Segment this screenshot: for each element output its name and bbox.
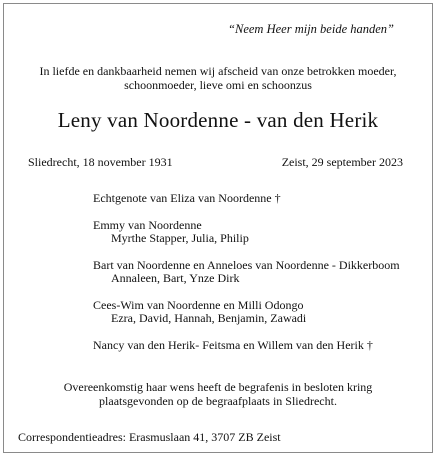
correspondence-address: Correspondentieadres: Erasmuslaan 41, 3707 ZB Zeist [18, 430, 281, 444]
intro-text [4, 64, 432, 92]
family-children-line: Annaleen, Bart, Ynze Dirk [111, 271, 240, 285]
family-main-line: Emmy van Noordenne [93, 218, 202, 232]
family-main-line: Nancy van den Herik- Feitsma en Willem van den Herik † [93, 338, 373, 352]
deceased-name: Leny van Noordenne - van den Herik [57, 108, 379, 132]
family-children-line: Ezra, David, Hannah, Benjamin, Zawadi [111, 311, 307, 325]
closing-line-2: plaatsgevonden op de begraafplaats in Sliedrecht. [99, 394, 337, 408]
closing-line-1: Overeenkomstig haar wens heeft de begrafenis in besloten kring [63, 380, 373, 394]
family-children-line: Myrthe Stapper, Julia, Philip [111, 231, 249, 245]
family-entry-bart [93, 259, 400, 285]
family-main-line: Bart van Noordenne en Anneloes van Noordenne - Dikkerboom [93, 258, 400, 272]
family-entry-nancy [93, 339, 400, 352]
intro-line-2: schoonmoeder, lieve omi en schoonzus [124, 78, 312, 92]
family-entry-cees-wim [93, 299, 400, 325]
intro-line-1: In liefde en dankbaarheid nemen wij afscheid van onze betrokken moeder, [39, 64, 397, 78]
family-main-line: Cees-Wim van Noordenne en Milli Odongo [93, 298, 304, 312]
death-notice-card [3, 3, 433, 453]
birth-place-date: Sliedrecht, 18 november 1931 [28, 155, 173, 169]
family-list [93, 192, 400, 366]
family-main-line: Echtgenote van Eliza van Noordenne † [93, 191, 281, 205]
family-entry-spouse [93, 192, 400, 205]
death-place-date: Zeist, 29 september 2023 [281, 155, 403, 169]
family-entry-emmy [93, 219, 400, 245]
quote-text: “Neem Heer mijn beide handen” [228, 22, 394, 36]
closing-text [4, 380, 432, 408]
